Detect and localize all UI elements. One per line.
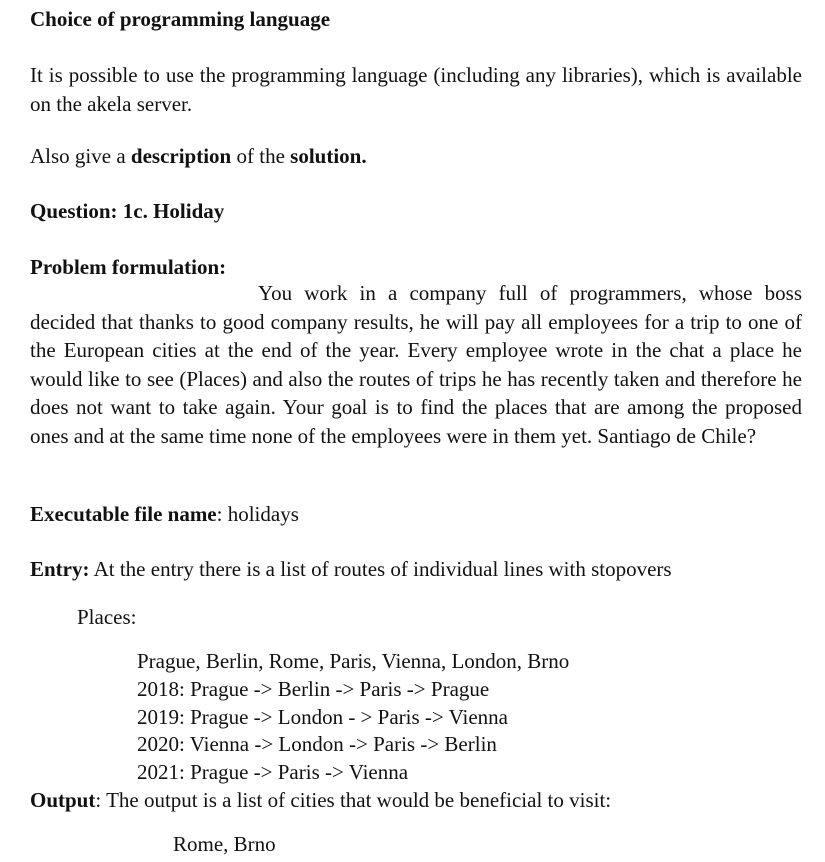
instruction-bold-solution: solution. — [290, 144, 367, 168]
problem-label: Problem formulation: — [30, 255, 227, 279]
description-instruction — [30, 146, 367, 167]
output-result: Rome, Brno — [173, 832, 276, 856]
route-2019: 2019: Prague -> London - > Paris -> Vienna — [137, 705, 508, 729]
entry-text: At the entry there is a list of routes of individual lines with stopovers — [89, 557, 672, 581]
output-line — [30, 790, 611, 811]
instruction-prefix: Also give a — [30, 144, 131, 168]
question-heading: Question: 1c. Holiday — [30, 199, 225, 223]
instruction-mid: of the — [231, 144, 291, 168]
problem-body: You work in a company full of programmers, whose boss decided that thanks to good company results, he will pay all employees for a trip to one of the European cities at the end of the year. Every employee wrote in the chat a place he would like to see (Places) and also the routes of trips he has recently taken and therefore he does not want to take again. Your goal is to find the places that are among the proposed ones and at the same time none of the employees were in them yet. Santiago de Chile? — [30, 281, 802, 448]
route-2021: 2021: Prague -> Paris -> Vienna — [137, 760, 409, 784]
output-text: : The output is a list of cities that would be beneficial to visit: — [95, 788, 612, 812]
executable-label: Executable file name — [30, 502, 217, 526]
entry-label: Entry: — [30, 557, 90, 581]
route-2018: 2018: Prague -> Berlin -> Paris -> Prague — [137, 677, 490, 701]
executable-line — [30, 504, 299, 525]
choice-heading: Choice of programming language — [30, 7, 331, 31]
instruction-bold-description: description — [130, 144, 232, 168]
entry-line — [30, 559, 672, 580]
output-label: Output — [30, 788, 96, 812]
executable-value: : holidays — [216, 502, 299, 526]
choice-body: It is possible to use the programming language (including any libraries), which is available on the akela server. — [30, 63, 802, 116]
route-2020: 2020: Vienna -> London -> Paris -> Berlin — [137, 732, 497, 756]
places-list: Prague, Berlin, Rome, Paris, Vienna, London, Brno — [137, 649, 570, 673]
places-label: Places: — [77, 605, 137, 629]
